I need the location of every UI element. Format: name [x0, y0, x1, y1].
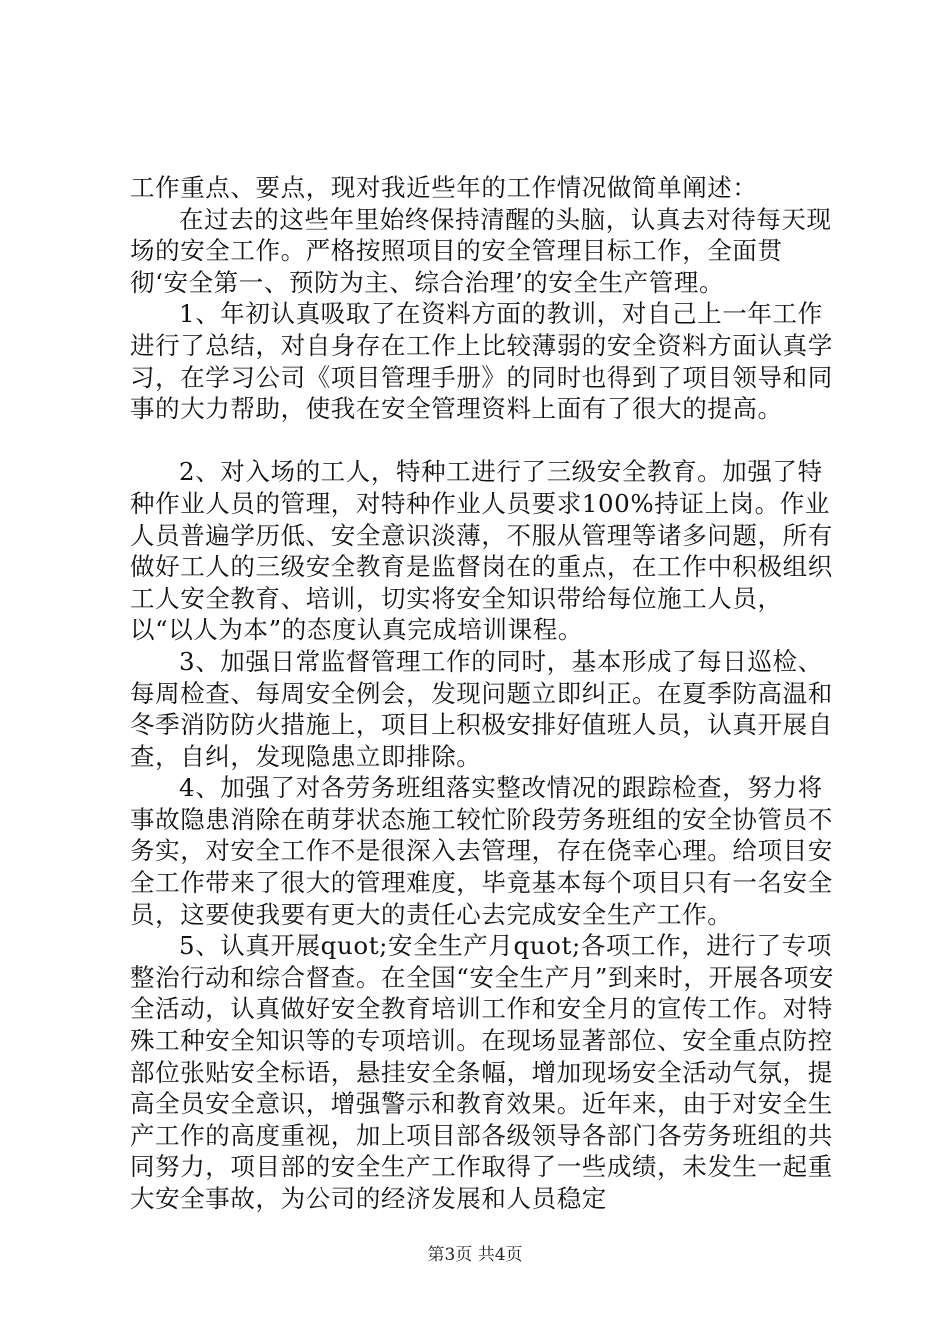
- paragraph-overview: 在过去的这些年里始终保持清醒的头脑，认真去对待每天现场的安全工作。严格按照项目的安全管理目标工作，全面贯彻‘安全第一、预防为主、综合治理’的安全生产管理。: [130, 204, 832, 297]
- paragraph-item-1: 1、年初认真吸取了在资料方面的教训，对自己上一年工作进行了总结，对自身存在工作上比较薄弱的安全资料方面认真学习，在学习公司《项目管理手册》的同时也得到了项目领导和同事的大力帮助，使我在安全管理资料上面有了很大的提高。: [130, 299, 833, 424]
- page-footer: 第3页 共4页: [427, 1245, 523, 1265]
- paragraph-item-3: 3、加强日常监督管理工作的同时，基本形成了每日巡检、每周检查、每周安全例会，发现问题立即纠正。在夏季防高温和冬季消防防火措施上，项目上积极安排好值班人员，认真开展自查，自纠，发现隐患立即排除。: [130, 646, 833, 771]
- paragraph-item-5: 5、认真开展quot;安全生产月quot;各项工作，进行了专项整治行动和综合督查。在全国“安全生产月”到来时，开展各项安全活动，认真做好安全教育培训工作和安全月的宣传工作。对特殊工种安全知识等的专项培训。在现场显著部位、安全重点防控部位张贴安全标语，悬挂安全条幅，增加现场安全活动气氛，提高全员安全意识，增强警示和教育效果。近年来，由于对安全生产工作的高度重视，加上项目部各级领导各部门各劳务班组的共同努力，项目部的安全生产工作取得了一些成绩，未发生一起重大安全事故，为公司的经济发展和人员稳定: [130, 931, 834, 1213]
- document-body: [130, 172, 835, 1215]
- paragraph-item-2: 2、对入场的工人，特种工进行了三级安全教育。加强了特种作业人员的管理，对特种作业人员要求100%持证上岗。作业人员普遍学历低、安全意识淡薄，不服从管理等诸多问题，所有做好工人的三级安全教育是监督岗在的重点，在工作中积极组织工人安全教育、培训，切实将安全知识带给每位施工人员，以“以人为本”的态度认真完成培训课程。: [130, 457, 833, 645]
- paragraph-intro: 工作重点、要点，现对我近些年的工作情况做简单阐述：: [130, 173, 758, 202]
- paragraph-item-4: 4、加强了对各劳务班组落实整改情况的跟踪检查，努力将事故隐患消除在萌芽状态施工较忙阶段劳务班组的安全协管员不务实，对安全工作不是很深入去管理，存在侥幸心理。给项目安全工作带来了很大的管理难度，毕竟基本每个项目只有一名安全员，这要使我要有更大的责任心去完成安全生产工作。: [130, 773, 833, 929]
